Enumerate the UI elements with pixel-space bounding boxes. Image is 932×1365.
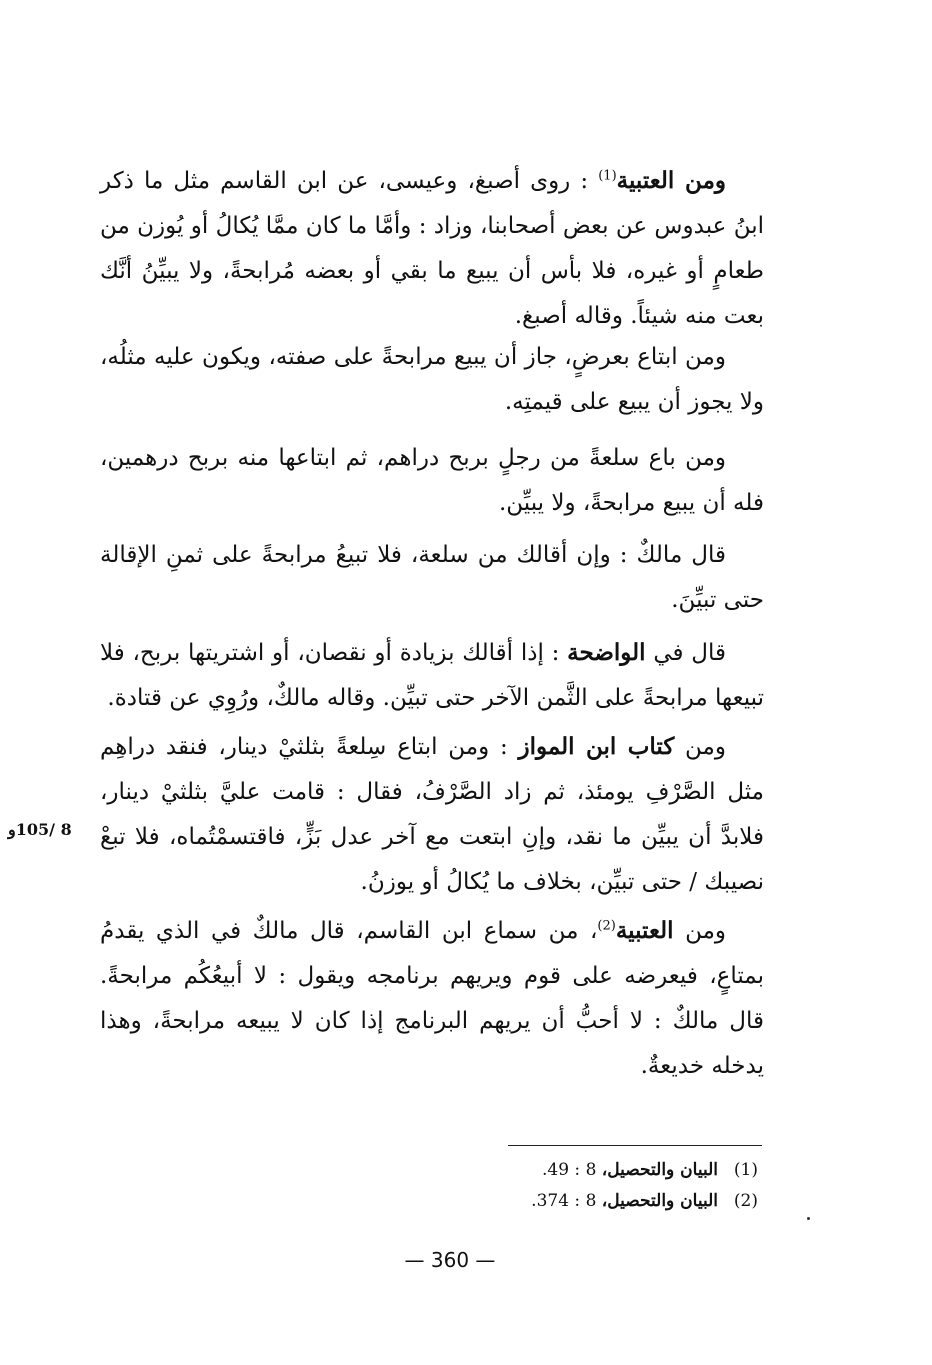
page-number: — 360 — (404, 1248, 496, 1272)
source-title-ibn-al-mawwaz: كتاب ابن المواز (518, 733, 675, 760)
footnote-1-number: (1) (733, 1160, 758, 1180)
paragraph-4-text: قال مالكٌ : وإن أقالك من سلعة، فلا تبيعُ مرابحةً على ثمنِ الإقالة حتى تبيِّنَ. (100, 542, 764, 613)
paragraph-5-text: : إذا أقالك بزيادة أو نقصان، أو اشتريتها بربح، فلا تبيعها مرابحةً على الثَّمن الآخر حتى تبيِّن. وقاله مالكٌ، ورُوِي عن قتادة. (100, 640, 764, 711)
paragraph-2 (100, 335, 764, 425)
footnote-1-ref: 8 : 49. (541, 1160, 602, 1180)
source-title-wadiha: الواضحة (567, 639, 646, 666)
footnote-ref-1: (1) (598, 168, 617, 184)
paragraph-3 (100, 436, 764, 526)
paragraph-6-text-a: : ومن ابتاع سِلعةً بثلثيْ دينار، فنقد دراهِم مثل الصَّرْفِ يومئذ، ثم زاد الصَّرْفُ، فقال : قامت عليَّ بثلثيْ دينار، فلابدَّ أن يبيِّن ما نقد، وإنِ ابتعت مع آخر عدل بَزٍّ، فاقتسمْتُماه، فلا تبعْ نصيبك (100, 734, 764, 895)
paragraph-7 (100, 908, 764, 1089)
paragraph-2-text: ومن ابتاع بعرضٍ، جاز أن يبيع مرابحةً على صفته، ويكون عليه مثلُه، ولا يجوز أن يبيع على قيمتِه. (100, 344, 764, 415)
paragraph-1-text: : روى أصبغ، وعيسى، عن ابن القاسم مثل ما ذكر ابنُ عبدوس عن بعض أصحابنا، وزاد : وأمَّا ما كان ممَّا يُكالُ أو يُوزن من طعامٍ أو غيره، فلا بأس أن يبيع ما بقي أو بعضه مُرابحةً، ولا يبيِّنُ أنَّك بعت منه شيئاً. وقاله أصبغ. (100, 168, 764, 329)
footnote-2 (400, 1186, 758, 1217)
paragraph-6-lead: ومن (674, 734, 726, 760)
footnotes (400, 1155, 758, 1217)
paragraph-1 (100, 158, 764, 339)
scan-speck (807, 1217, 810, 1220)
source-title-utbiyya: ومن العتبية (616, 167, 726, 194)
footnote-2-ref: 8 : 374. (531, 1191, 602, 1211)
folio-margin-note: 8 /105و (8, 820, 72, 839)
paragraph-3-text: ومن باع سلعةً من رجلٍ بربح دراهم، ثم ابتاعها منه بربح درهمين، فله أن يبيع مرابحةً، ولا يبيِّن. (100, 445, 764, 516)
paragraph-5-lead: قال في (645, 640, 726, 666)
paragraph-4 (100, 533, 764, 623)
footnote-divider (508, 1145, 762, 1146)
footnote-ref-2: (2) (597, 918, 616, 934)
paragraph-7-text: ، من سماع ابن القاسم، قال مالكٌ في الذي يقدمُ بمتاعٍ، فيعرضه على قوم ويريهم برنامجه ويقول : لا أبيعُكُم مرابحةً. قال مالكٌ : لا أحبُّ أن يريهم البرنامج إذا كان لا يبيعه مرابحةً، وهذا يدخله خديعةٌ. (100, 918, 764, 1079)
paragraph-6 (100, 724, 764, 905)
folio-slash: / (682, 869, 705, 895)
paragraph-6-text-b: حتى تبيِّن، بخلاف ما يُكالُ أو يوزنُ. (360, 869, 682, 895)
paragraph-5 (100, 630, 764, 721)
footnote-2-source: البيان والتحصيل، (601, 1191, 718, 1211)
paragraph-7-lead: ومن (673, 918, 726, 944)
footnote-1-source: البيان والتحصيل، (601, 1160, 718, 1180)
footnote-2-number: (2) (733, 1191, 758, 1211)
footnote-1 (400, 1155, 758, 1186)
source-title-utbiyya-2: العتبية (615, 917, 674, 944)
